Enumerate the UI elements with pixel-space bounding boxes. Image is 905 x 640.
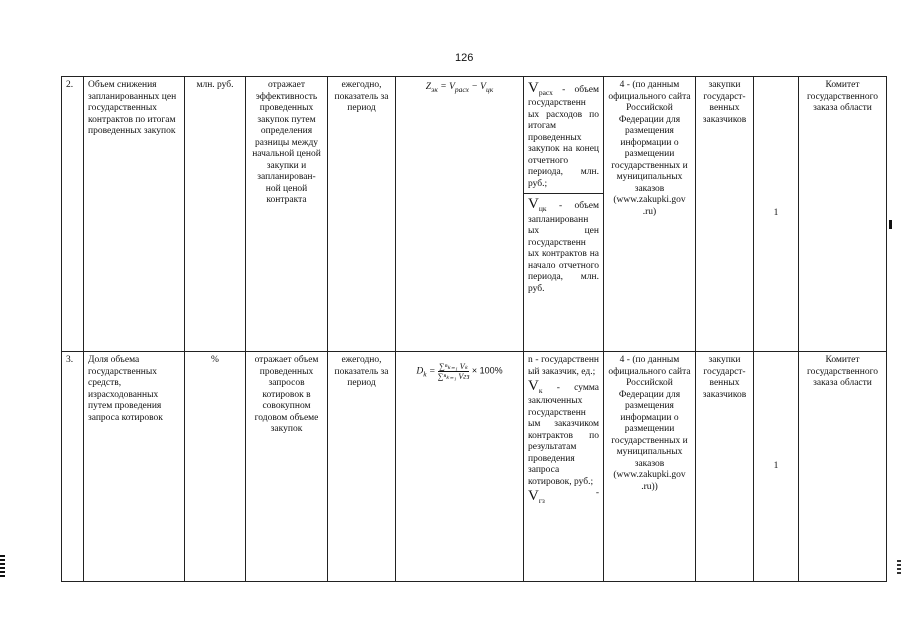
variable-entry: $V_{цк}$ - объем запланированн ых цен государственн ых контрактов на начало отчетного периода, млн. руб. xyxy=(524,193,603,295)
periodicity: ежегодно, показатель за период xyxy=(328,352,396,582)
page-number: 126 xyxy=(455,52,474,64)
row-number: 3. xyxy=(62,352,84,582)
scan-mark xyxy=(889,220,892,229)
description: отражает объем проведенных запросов котировок в совокупном годовом объеме закупок xyxy=(246,352,328,582)
periodicity: ежегодно, показатель за период xyxy=(328,77,396,352)
formula: $D_k$ = $\frac{\text{∑ⁿₖ₌₁ Vₖ}}{\text{∑ⁿₖ₌₁ Vгз}}$ × 100% xyxy=(396,352,524,582)
scan-mark xyxy=(897,560,901,576)
variable-entry: $V_к$ - сумма заключенных государственн ым заказчиком контрактов по результатам проведения запроса котировок, руб.; xyxy=(528,378,599,487)
indicator-table xyxy=(61,76,887,582)
variable-entry: n - государственн ый заказчик, ед.; xyxy=(528,355,599,377)
extra-value: 1 xyxy=(754,77,799,352)
indicator-name: Доля объема государственных средств, израсходованных путем проведения запроса котировок xyxy=(84,352,185,582)
scan-mark xyxy=(0,555,5,577)
row-number: 2. xyxy=(62,77,84,352)
calculation-base: закупки государст-венных заказчиков xyxy=(696,352,754,582)
unit: млн. руб. xyxy=(185,77,246,352)
variable-entry: $V_{расх}$ - объем государственн ых расходов по итогам проведенных закупок на конец отчетного периода, млн. руб.; xyxy=(528,80,599,189)
data-source: 4 - (по данным официального сайта Российской Федерации для размещения информации о размещении государственных и муниципальных заказов (www.zakupki.gov .ru) xyxy=(604,77,696,352)
data-source: 4 - (по данным официального сайта Российской Федерации для размещения информации о размещении государственных и муниципальных заказов (www.zakupki.gov .ru)) xyxy=(604,352,696,582)
unit: % xyxy=(185,352,246,582)
variables xyxy=(524,77,604,352)
formula: $Z_{эк} = V_{расх} - V_{цк}$ xyxy=(396,77,524,352)
variable-entry: $V_{гз}$ - xyxy=(528,488,599,506)
extra-value: 1 xyxy=(754,352,799,582)
description: отражает эффективность проведенных закупок путем определения разницы между начальной ценой закупки и запланирован-ной ценой контракта xyxy=(246,77,328,352)
calculation-base: закупки государст-венных заказчиков xyxy=(696,77,754,352)
responsible: Комитет государственного заказа области xyxy=(799,77,887,352)
responsible: Комитет государственного заказа области xyxy=(799,352,887,582)
table-row xyxy=(62,352,887,582)
variables xyxy=(524,352,604,582)
table-row xyxy=(62,77,887,352)
indicator-name: Объем снижения запланированных цен государственных контрактов по итогам проведенных закупок xyxy=(84,77,185,352)
